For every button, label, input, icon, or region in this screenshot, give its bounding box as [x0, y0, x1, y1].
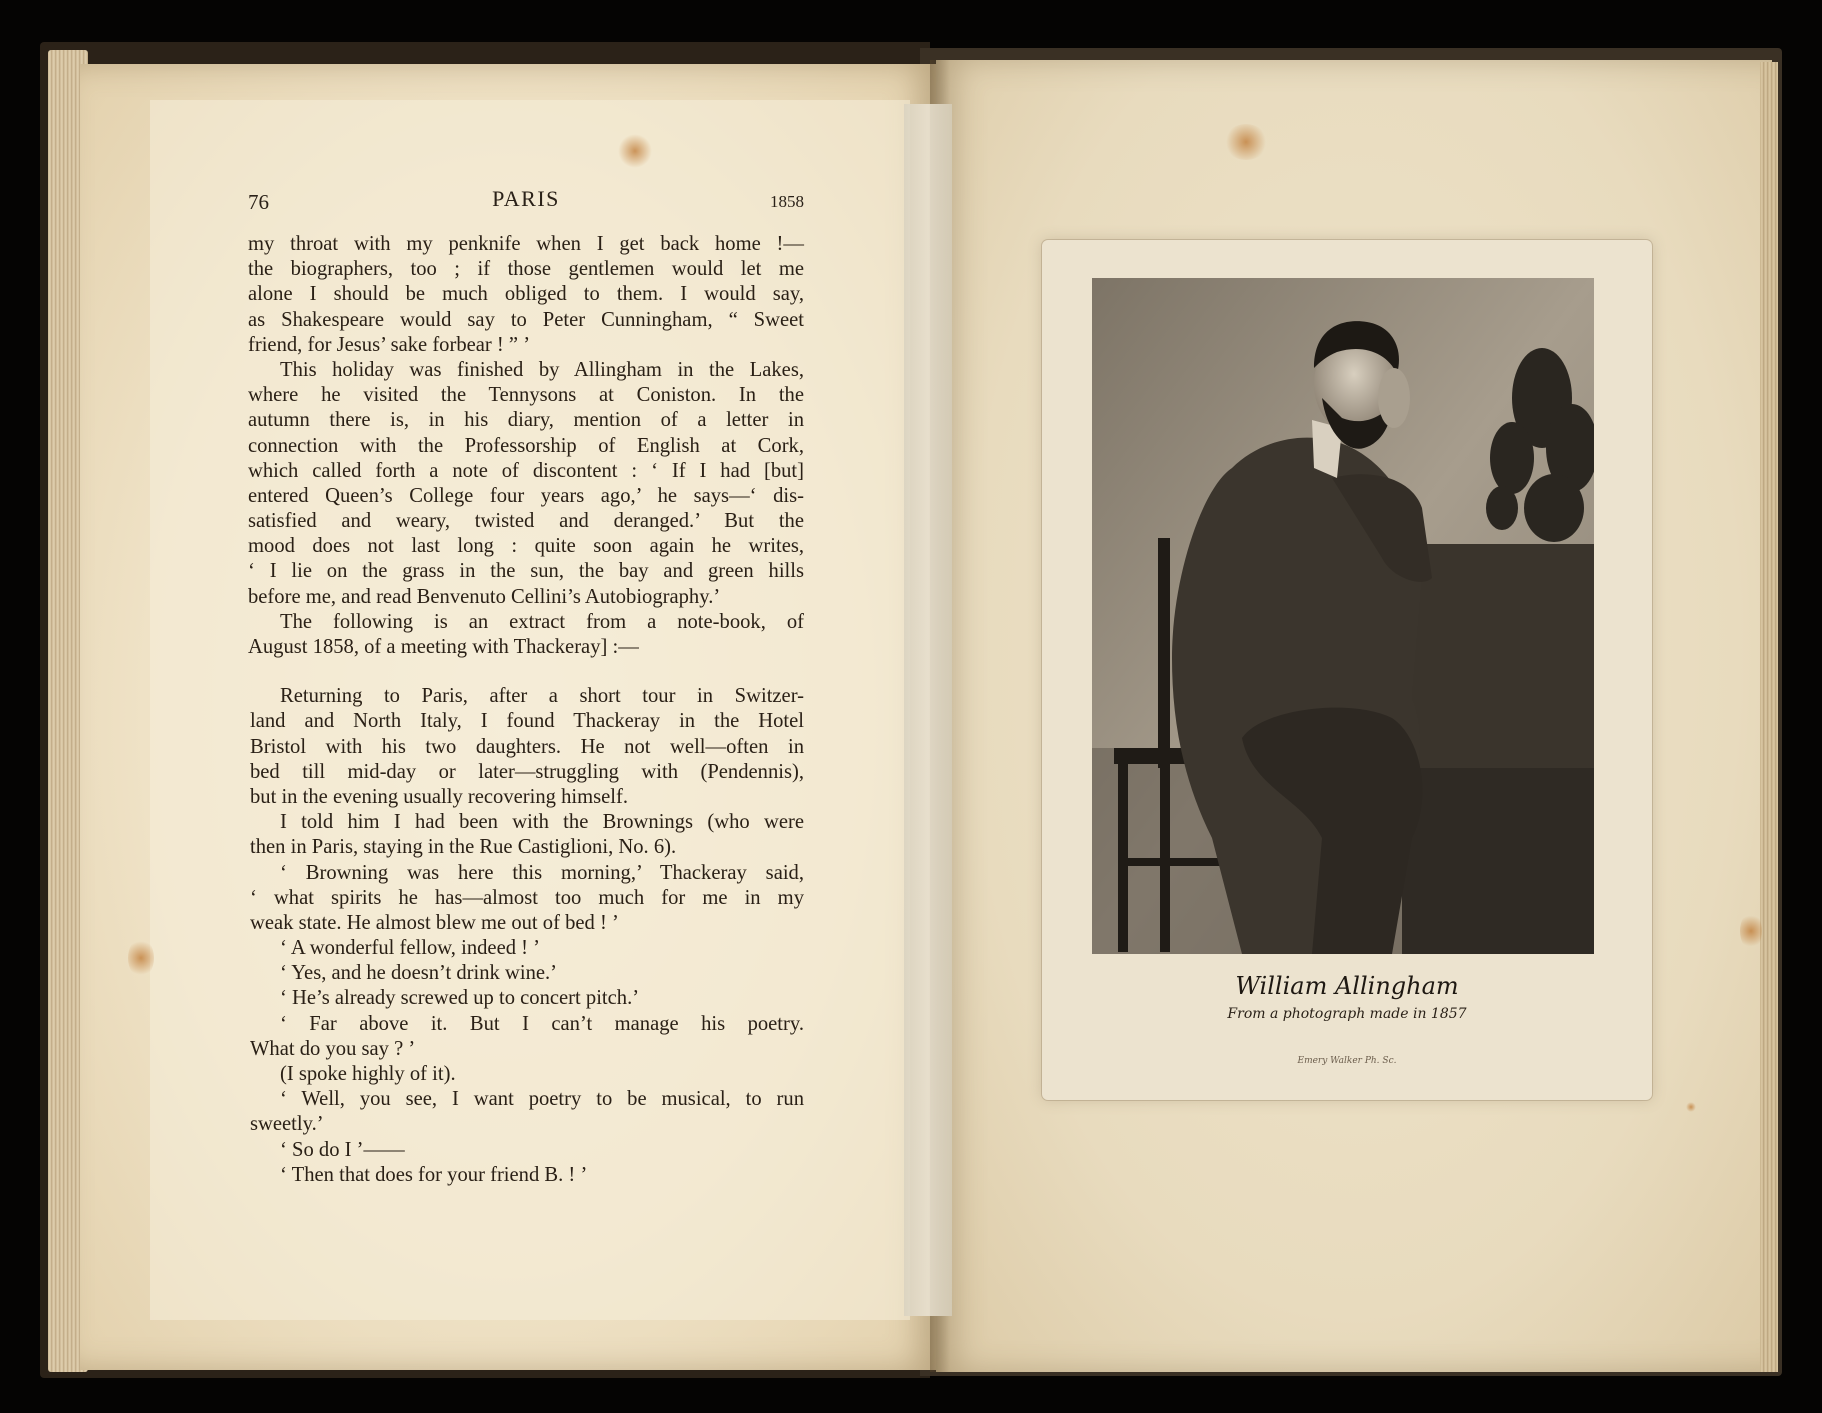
text-line: What do you say ? ’ [250, 1037, 416, 1060]
page-body-text [248, 232, 804, 1188]
text-line: as Shakespeare would say to Peter Cunningham, “ Sweet [248, 308, 804, 331]
text-line: ‘ Yes, and he doesn’t drink wine.’ [280, 962, 558, 985]
text-line: land and North Italy, I found Thackeray in the Hotel [250, 710, 804, 733]
paragraph [248, 1163, 804, 1188]
text-line: before me, and read Benvenuto Cellini’s Autobiography.’ [248, 585, 721, 608]
text-line: but in the evening usually recovering himself. [250, 785, 629, 808]
text-line: Bristol with his two daughters. He not well—often in [250, 735, 804, 758]
running-title: PARIS [492, 186, 560, 211]
portrait-illustration [1092, 278, 1594, 954]
paragraph [248, 810, 804, 860]
running-year: 1858 [770, 192, 804, 211]
text-line: connection with the Professorship of English at Cork, [248, 434, 804, 457]
text-line: ‘ Then that does for your friend B. ! ’ [280, 1163, 588, 1186]
text-line: satisfied and weary, twisted and deranged.’ But the [248, 510, 804, 533]
text-line: where he visited the Tennysons at Coniston. In the [248, 384, 804, 407]
text-line: ‘ A wonderful fellow, indeed ! ’ [280, 937, 541, 960]
paragraph [248, 986, 804, 1011]
text-line: ‘ Far above it. But I can’t manage his poetry. [280, 1012, 804, 1035]
paragraph [248, 1012, 804, 1062]
page-number: 76 [248, 190, 269, 214]
paragraph [248, 1138, 804, 1163]
table-cloth [1402, 768, 1594, 954]
text-line: which called forth a note of discontent : ‘ If I had [but] [248, 459, 804, 482]
text-line: ‘ what spirits he has—almost too much for me in my [250, 886, 804, 909]
text-line: The following is an extract from a note-book, of [280, 610, 804, 633]
text-line: autumn there is, in his diary, mention of a letter in [248, 409, 804, 432]
paragraph [248, 232, 804, 358]
foxing-stain [1686, 1102, 1696, 1112]
figure-hand [1378, 368, 1410, 428]
page-edges-right [1760, 62, 1778, 1372]
paragraph [248, 1062, 804, 1087]
paragraph [248, 861, 804, 937]
paragraph [248, 936, 804, 961]
paragraph [248, 684, 804, 810]
foxing-stain [128, 938, 154, 978]
portrait-photograph [1092, 278, 1594, 954]
paragraph [248, 1087, 804, 1137]
text-line: weak state. He almost blew me out of bed ! ’ [250, 911, 619, 934]
text-line: sweetly.’ [250, 1113, 324, 1136]
text-line: I told him I had been with the Brownings (who were [280, 811, 804, 834]
text-line: Returning to Paris, after a short tour in Switzer- [280, 685, 804, 708]
plate-caption-source: From a photograph made in 1857 [1227, 1006, 1467, 1022]
extract [248, 684, 804, 1188]
section-gap [248, 660, 804, 684]
text-line: ‘ He’s already screwed up to concert pitch.’ [280, 987, 640, 1010]
foxing-stain [618, 134, 652, 168]
text-line: bed till mid-day or later—struggling with (Pendennis), [250, 760, 804, 783]
text-line: the biographers, too ; if those gentlemen would let me [248, 258, 804, 281]
paragraph [248, 961, 804, 986]
paragraph [248, 358, 804, 610]
foxing-stain [1224, 124, 1268, 160]
text-line: mood does not last long : quite soon again he writes, [248, 535, 804, 558]
text-line: ‘ Well, you see, I want poetry to be musical, to run [280, 1088, 804, 1111]
text-line: This holiday was finished by Allingham in the Lakes, [280, 358, 804, 381]
text-line: friend, for Jesus’ sake forbear ! ” ’ [248, 333, 531, 356]
foxing-stain [1740, 912, 1762, 950]
text-line: August 1858, of a meeting with Thackeray] :— [248, 636, 639, 658]
text-line: ‘ I lie on the grass in the sun, the bay and green hills [248, 560, 804, 583]
engraver-credit: Emery Walker Ph. Sc. [1297, 1056, 1397, 1066]
text-line: then in Paris, staying in the Rue Castiglioni, No. 6). [250, 836, 677, 859]
tissue-guard-sheet [904, 104, 952, 1316]
text-line: my throat with my penknife when I get back home !— [248, 233, 804, 255]
running-head [248, 186, 804, 220]
text-line: entered Queen’s College four years ago,’ he says—‘ dis- [248, 484, 804, 507]
plate-caption-name: William Allingham [1235, 972, 1459, 1000]
paragraph [248, 610, 804, 660]
text-line: ‘ So do I ’—— [280, 1138, 405, 1161]
text-line: (I spoke highly of it). [280, 1063, 456, 1085]
text-line: ‘ Browning was here this morning,’ Thackeray said, [280, 861, 804, 884]
text-line: alone I should be much obliged to them. I would say, [248, 283, 804, 306]
